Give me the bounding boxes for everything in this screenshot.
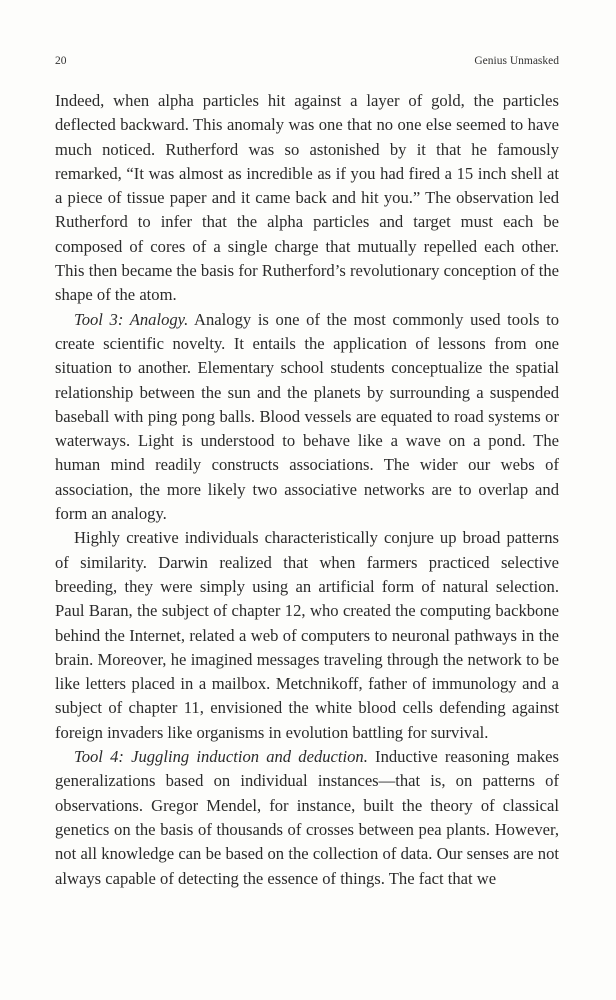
paragraph-tool-4-induction (55, 745, 559, 891)
paragraph-lead-italic: Tool 3: Analogy. (74, 309, 189, 329)
paragraph-text: Highly creative individuals characteristically conjure up broad patterns of similarity. Darwin realized that when farmers practiced selective breeding, they were simply using an artificial form of natural selection. Paul Baran, the subject of chapter 12, who created the computing backbone behind the Internet, related a web of computers to neuronal pathways in the brain. Moreover, he imagined messages traveling through the network to be like letters placed in a mailbox. Metchnikoff, father of immunology and a subject of chapter 11, envisioned the white blood cells defending against foreign invaders like organisms in evolution battling for survival. (55, 528, 559, 742)
running-head (55, 55, 559, 71)
paragraph-rutherford (55, 89, 559, 308)
body-text (55, 89, 559, 891)
page-number: 20 (55, 55, 67, 67)
paragraph-text: Indeed, when alpha particles hit against a layer of gold, the particles deflected backward. This anomaly was one that no one else seemed to have much noticed. Rutherford was so astonished by it that he famously remarked, “It was almost as incredible as if you had fired a 15 inch shell at a piece of tissue paper and it came back and hit you.” The observation led Rutherford to infer that the alpha particles and target must each be composed of cores of a single charge that mutually repelled each other. This then became the basis for Rutherford’s revolutionary conception of the shape of the atom. (55, 91, 559, 305)
paragraph-tool-3-analogy (55, 308, 559, 527)
paragraph-text: Analogy is one of the most commonly used tools to create scientific novelty. It entails the application of lessons from one situation to another. Elementary school students conceptualize the spatial relationship between the sun and the planets by surrounding a suspended baseball with ping pong balls. Blood vessels are equated to road systems or waterways. Light is understood to behave like a wave on a pond. The human mind readily constructs associations. The wider our webs of association, the more likely two associative networks are to overlap and form an analogy. (55, 309, 560, 524)
paragraph-creative-patterns (55, 526, 559, 745)
running-title: Genius Unmasked (474, 55, 559, 67)
paragraph-text: Inductive reasoning makes generalizations based on individual instances—that is, on patterns of observations. Gregor Mendel, for instance, built the theory of classical genetics on the basis of thousands of crosses between pea plants. However, not all knowledge can be based on the collection of data. Our senses are not always capable of detecting the essence of things. The fact that we (55, 747, 559, 888)
paragraph-lead-italic: Tool 4: Juggling induction and deduction. (74, 747, 368, 767)
